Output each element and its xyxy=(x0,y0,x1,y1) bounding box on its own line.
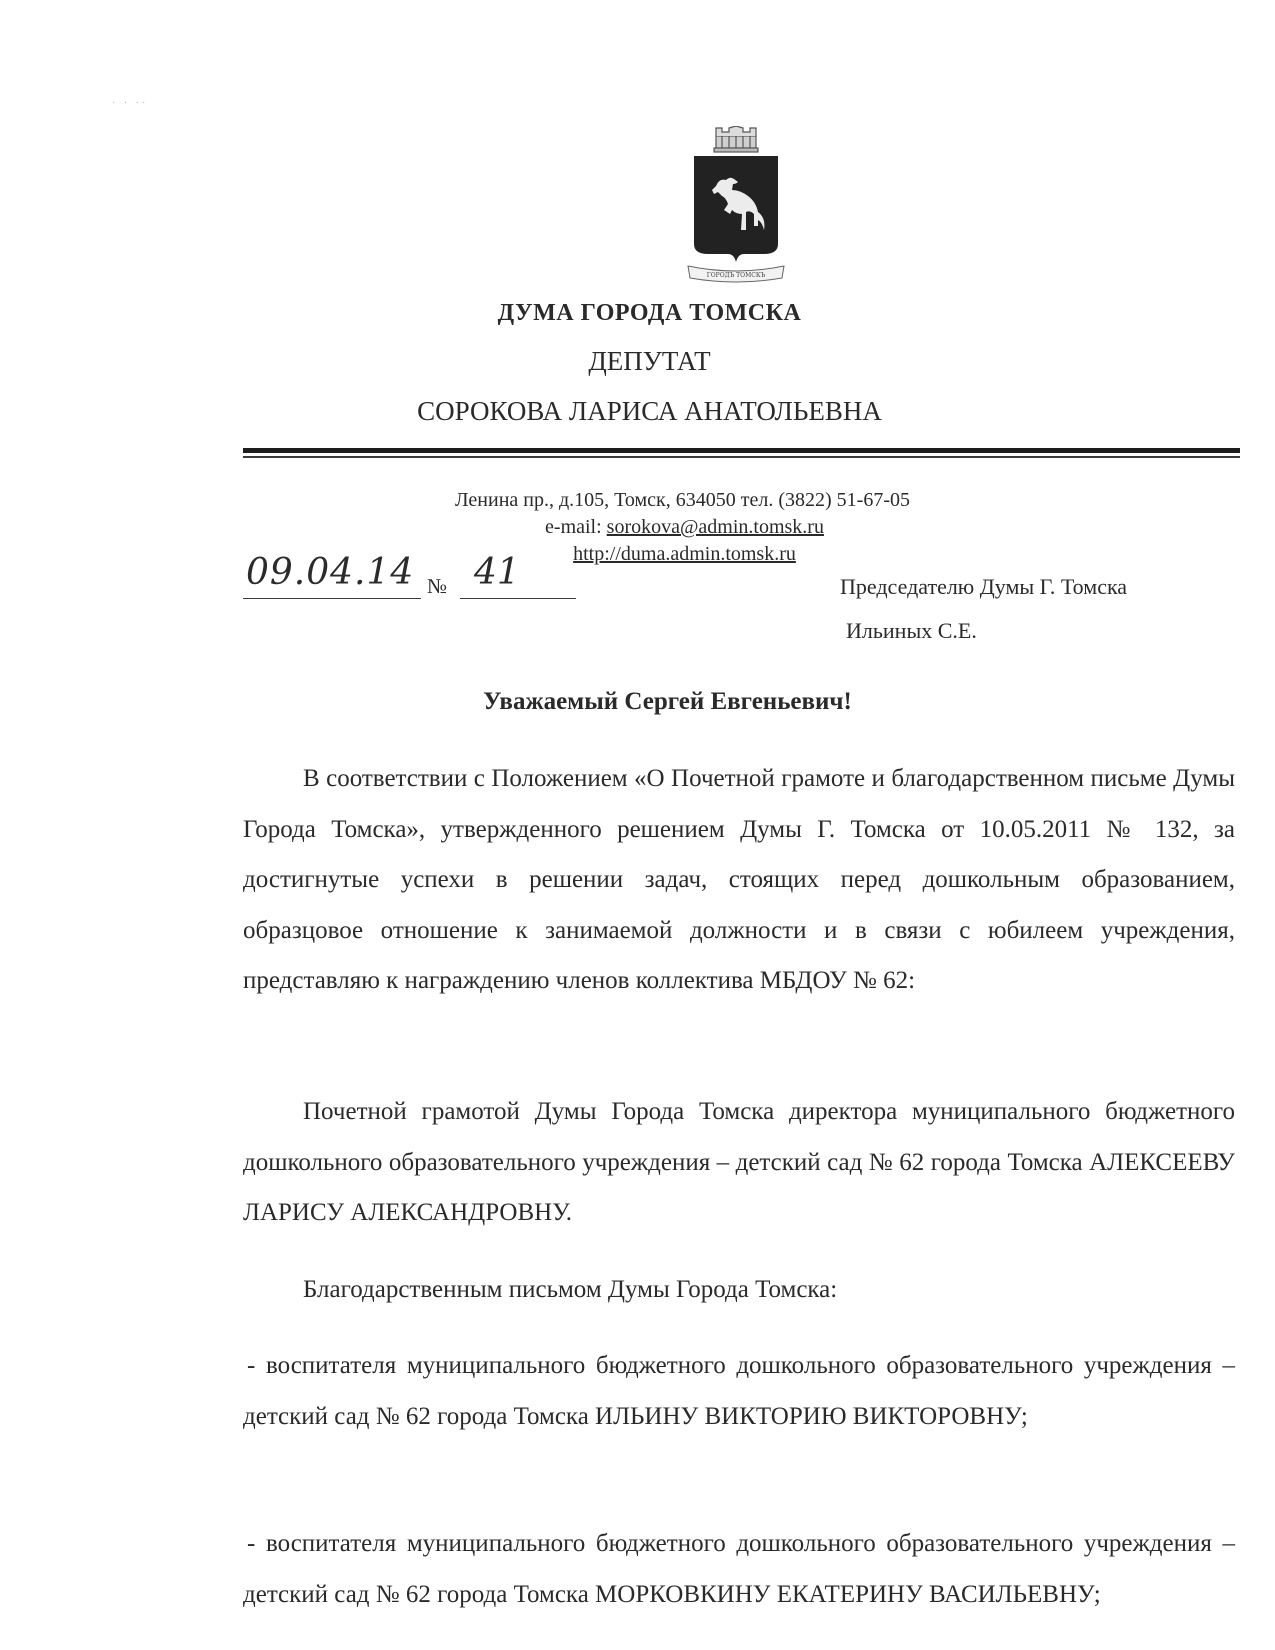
email-link[interactable]: sorokova@admin.tomsk.ru xyxy=(606,516,824,538)
number-underline xyxy=(460,598,576,599)
body-paragraph-honorary-diploma: Почетной грамотой Думы Города Томска директора муниципального бюджетного дошкольного образовательного учреждения – детский сад № 62 города Томска АЛЕКСЕЕВУ ЛАРИСУ АЛЕКСАНДРОВНУ. xyxy=(243,1098,1235,1226)
number-sign: № xyxy=(427,574,448,598)
page-bottom-crop xyxy=(0,1636,1275,1650)
deputy-name: СОРОКОВА ЛАРИСА АНАТОЛЬЕВНА xyxy=(417,396,882,426)
website-link[interactable]: http://duma.admin.tomsk.ru xyxy=(573,543,796,565)
contact-address: Ленина пр., д.105, Томск, 634050 тел. (3822) 51-67-05 xyxy=(455,489,910,511)
letterhead-rule-thin xyxy=(243,456,1240,458)
contact-email-line xyxy=(0,516,1275,539)
contact-website-line xyxy=(0,543,1275,566)
list-item: - воспитателя муниципального бюджетного дошкольного образовательного учреждения – детский сад № 62 города Томска ИЛЬИНУ ВИКТОРИЮ ВИКТОРОВНУ; xyxy=(243,1352,1235,1430)
letterhead-rule-thick xyxy=(243,448,1240,453)
date-underline xyxy=(243,598,421,599)
addressee-name: Ильиных С.Е. xyxy=(846,618,977,643)
crest-motto: ГОРОДЪ ТОМСКЪ xyxy=(706,272,766,279)
email-label: e-mail: xyxy=(545,516,607,538)
handwritten-number: 41 xyxy=(474,552,520,593)
greeting: Уважаемый Сергей Евгеньевич! xyxy=(483,688,852,715)
scan-artifact: · · ·· xyxy=(112,98,149,109)
organization-title: ДУМА ГОРОДА ТОМСКА xyxy=(497,300,802,326)
handwritten-date: 09.04.14 xyxy=(246,552,415,593)
addressee-title: Председателю Думы Г. Томска xyxy=(840,574,1128,599)
deputy-role: ДЕПУТАТ xyxy=(588,346,711,376)
body-paragraph-thank-you-letter: Благодарственным письмом Думы Города Томска: xyxy=(303,1276,838,1303)
tomsk-coat-of-arms-icon xyxy=(686,126,786,286)
list-item: - воспитателя муниципального бюджетного дошкольного образовательного учреждения – детский сад № 62 города Томска МОРКОВКИНУ ЕКАТЕРИНУ ВАСИЛЬЕВНУ; xyxy=(243,1530,1235,1608)
body-paragraph-regulation: В соответствии с Положением «О Почетной грамоте и благодарственном письме Думы Города Томска», утвержденного решением Думы Г. Томска от 10.05.2011 № 132, за достигнутые успехи в решении задач, стоящих перед дошкольным образованием, образцовое отношение к занимаемой должности и в связи с юбилеем учреждения, представляю к награждению членов коллектива МБДОУ № 62: xyxy=(243,765,1235,994)
